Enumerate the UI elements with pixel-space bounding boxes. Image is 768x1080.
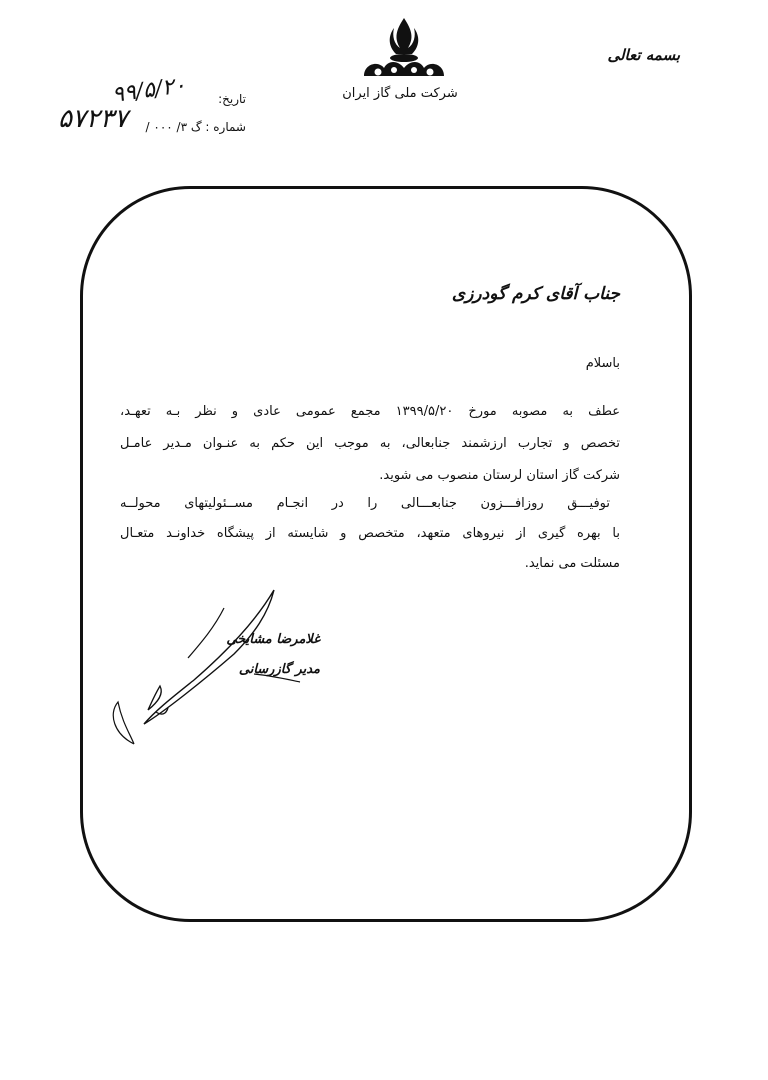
signer-title: مدیر گازرسانی <box>238 662 320 677</box>
company-name: شرکت ملی گاز ایران <box>342 86 458 101</box>
recipient-salutation: جناب آقای کرم گودرزی <box>451 284 620 304</box>
greeting: باسلام <box>585 356 620 371</box>
body-line: عطف به مصوبه مورخ ۱۳۹۹/۵/۲۰ مجمع عمومی عادی و نظر بـه تعهـد، <box>120 404 620 419</box>
body-line: شرکت گاز استان لرستان منصوب می شوید. <box>379 468 620 483</box>
gas-flame-logo-icon <box>354 14 454 86</box>
body-line: توفیـــق روزافـــزون جنابعـــالی را در انجـام مســئولیتهای محولــه <box>120 496 610 511</box>
number-label: شماره : گ ۳/ ۰۰۰ / <box>145 120 246 134</box>
body-line: تخصص و تجارب ارزشمند جنابعالی، به موجب این حکم به عنـوان مـدیر عامـل <box>120 436 620 451</box>
date-label: تاریخ: <box>218 92 246 106</box>
basmala: بسمه تعالی <box>607 46 680 64</box>
body-line: با بهره گیری از نیروهای متعهد، متخصص و شایسته از پیشگاه خداونـد متعـال <box>120 526 620 541</box>
handwritten-number: ۵۷۲۳۷ <box>58 104 128 134</box>
handwritten-date: ۹۹/۵/۲۰ <box>110 72 188 109</box>
signer-name: غلامرضا مشایخی <box>226 632 320 647</box>
body-line: مسئلت می نماید. <box>524 556 620 571</box>
